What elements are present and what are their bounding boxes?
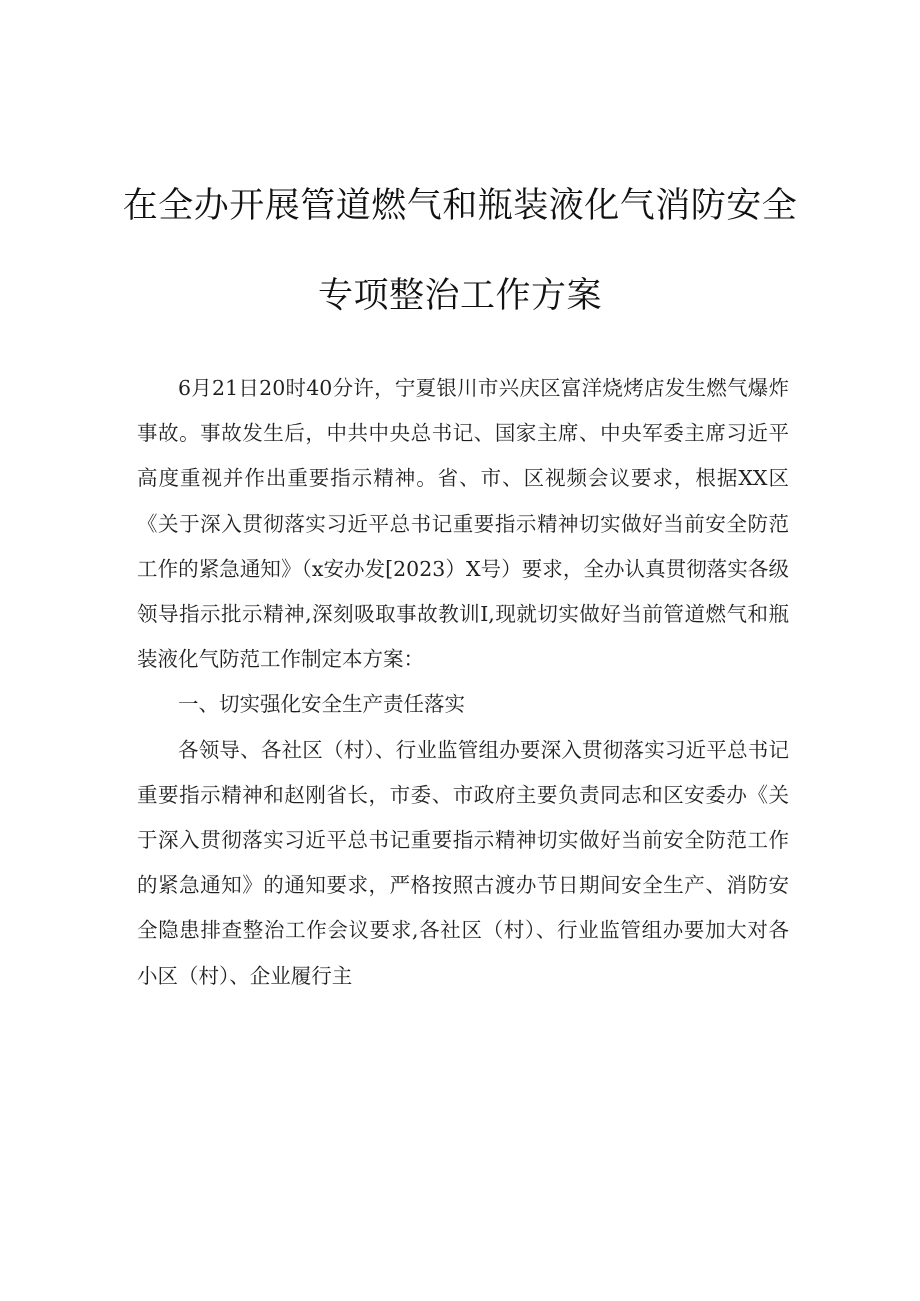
paragraph-section-1: 各领导、各社区（村）、行业监管组办要深入贯彻落实习近平总书记重要指示精神和赵刚省长，市委、市政府主要负责同志和区安委办《关于深入贯彻落实习近平总书记重要指示精神切实做好当前安全防范工作的紧急通知》的通知要求，严格按照古渡办节日期间安全生产、消防安全隐患排查整治工作会议要求,各社区（村）、行业监管组办要加大对各小区（村）、企业履行主 [137,737,789,988]
section-heading-1: 一、切实强化安全生产责任落实 [178,692,465,717]
document-title-line-1: 在全办开展管道燃气和瓶装液化气消防安全 [122,186,798,226]
paragraph-intro: 6月21日20时40分许，宁夏银川市兴庆区富洋烧烤店发生燃气爆炸事故。事故发生后，中共中央总书记、国家主席、中央军委主席习近平高度重视并作出重要指示精神。省、市、区视频会议要求，根据XX区《关于深入贯彻落实习近平总书记重要指示精神切实做好当前安全防范工作的紧急通知》（x安办发[2023）X号）要求，全办认真贯彻落实各级领导指示批示精神,深刻吸取事故教训I,现就切实做好当前管道燃气和瓶装液化气防范工作制定本方案： [137,376,789,672]
document-body [137,366,789,999]
document-title-line-2: 专项整治工作方案 [317,276,602,316]
